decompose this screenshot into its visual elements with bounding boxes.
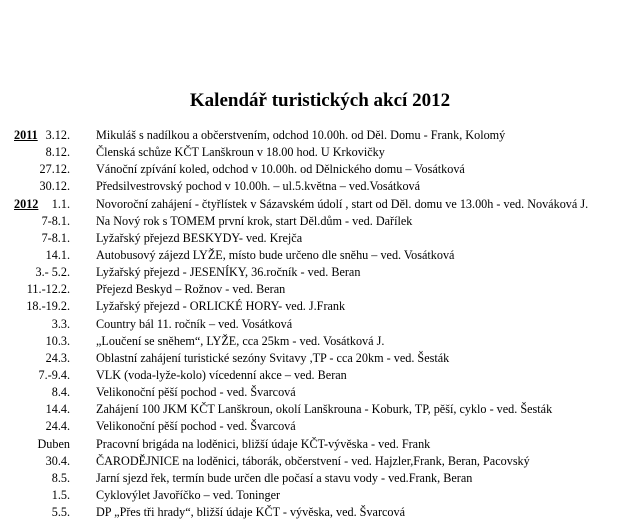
event-date: 8.5. [51,470,70,485]
event-date: 3.12. [45,128,70,142]
event-date: 24.3. [45,350,70,365]
calendar-row [0,230,640,247]
event-date: 8.4. [51,385,70,400]
event-date: 30.4. [45,453,70,468]
event-description: Oblastní zahájení turistické sezóny Svitavy ,TP - cca 20km - ved. Šesták [96,350,450,365]
event-description: DP „Přes tři hrady“, bližší údaje KČT - vývěska, ved. Švarcová [96,505,406,520]
event-date: 5.5. [51,505,70,520]
event-description: Velikonoční pěší pochod - ved. Švarcová [96,385,296,400]
calendar-row [0,453,640,470]
event-date: 30.12. [39,179,70,194]
calendar-row [0,367,640,384]
event-date: 11.-12.2. [26,282,70,297]
calendar-row [0,213,640,230]
event-description: Vánoční zpívání koled, odchod v 10.00h. od Dělnického domu – Vosátková [96,162,465,177]
calendar-row [0,127,640,144]
event-date: 7-8.1. [41,230,70,245]
event-date: 7.-9.4. [38,367,70,382]
event-date: Duben [37,436,70,451]
calendar-row [0,470,640,487]
event-description: VLK (voda-lyže-kolo) vícedenní akce – ved. Beran [96,367,347,382]
calendar-row [0,401,640,418]
event-description: Mikuláš s nadílkou a občerstvením, odchod 10.00h. od Děl. Domu - Frank, Kolomý [96,128,506,142]
event-date: 3.- 5.2. [35,265,70,280]
calendar-row [0,350,640,367]
calendar-row [0,161,640,178]
event-description: Lyžařský přejezd BESKYDY- ved. Krejča [96,230,303,245]
event-description: Přejezd Beskyd – Rožnov - ved. Beran [96,282,286,297]
calendar-row [0,281,640,298]
event-description: Lyžařský přejezd - ORLICKÉ HORY- ved. J.Frank [96,299,346,314]
event-calendar [0,127,640,521]
event-description: Autobusový zájezd LYŽE, místo bude určeno dle sněhu – ved. Vosátková [96,247,455,262]
event-description: Lyžařský přejezd - JESENÍKY, 36.ročník - ved. Beran [96,265,361,280]
calendar-row [0,178,640,195]
event-description: Zahájení 100 JKM KČT Lanškroun, okolí Lanškrouna - Koburk, TP, pěší, cyklo - ved. Šesták [96,402,553,417]
calendar-row [0,196,640,213]
event-description: Na Nový rok s TOMEM první krok, start Děl.dům - ved. Dařílek [96,213,413,228]
event-description: Členská schůze KČT Lanškroun v 18.00 hod. U Krkovičky [96,145,385,160]
event-description: Novoroční zahájení - čtyřlístek v Sázavském údolí , start od Děl. domu ve 13.00h - ved. Nováková J. [96,196,589,211]
event-date: 1.1. [51,196,70,211]
year-label: 2012 [14,196,39,211]
calendar-row [0,264,640,281]
event-description: Předsilvestrovský pochod v 10.00h. – ul.5.května – ved.Vosátková [96,179,421,194]
calendar-row [0,418,640,435]
calendar-row [0,247,640,264]
calendar-row [0,298,640,315]
calendar-row [0,316,640,333]
calendar-row [0,333,640,350]
event-date: 10.3. [45,333,70,348]
calendar-row [0,384,640,401]
calendar-row [0,144,640,161]
event-date: 14.1. [45,247,70,262]
event-description: ČARODĚJNICE na loděnici, táborák, občerstvení - ved. Hajzler,Frank, Beran, Pacovský [96,453,530,468]
event-date: 24.4. [45,419,70,434]
event-description: Country bál 11. ročník – ved. Vosátková [96,316,293,331]
calendar-row [0,436,640,453]
event-description: Cyklovýlet Javoříčko – ved. Toninger [96,487,281,502]
event-description: Pracovní brigáda na loděnici, bližší údaje KČT-vývěska - ved. Frank [96,436,431,451]
event-date: 8.12. [45,145,70,160]
event-description: Jarní sjezd řek, termín bude určen dle počasí a stavu vody - ved.Frank, Beran [96,470,473,485]
event-description: Velikonoční pěší pochod - ved. Švarcová [96,419,296,434]
event-date: 27.12. [39,162,70,177]
calendar-row [0,504,640,521]
event-date: 14.4. [45,402,70,417]
event-date: 7-8.1. [41,213,70,228]
event-date: 1.5. [51,487,70,502]
document-title: Kalendář turistických akcí 2012 [189,90,451,111]
event-description: „Loučení se sněhem“, LYŽE, cca 25km - ved. Vosátková J. [96,333,385,348]
calendar-row [0,487,640,504]
event-date: 3.3. [51,316,70,331]
year-label: 2011 [14,128,38,142]
event-date: 18.-19.2. [26,299,70,314]
